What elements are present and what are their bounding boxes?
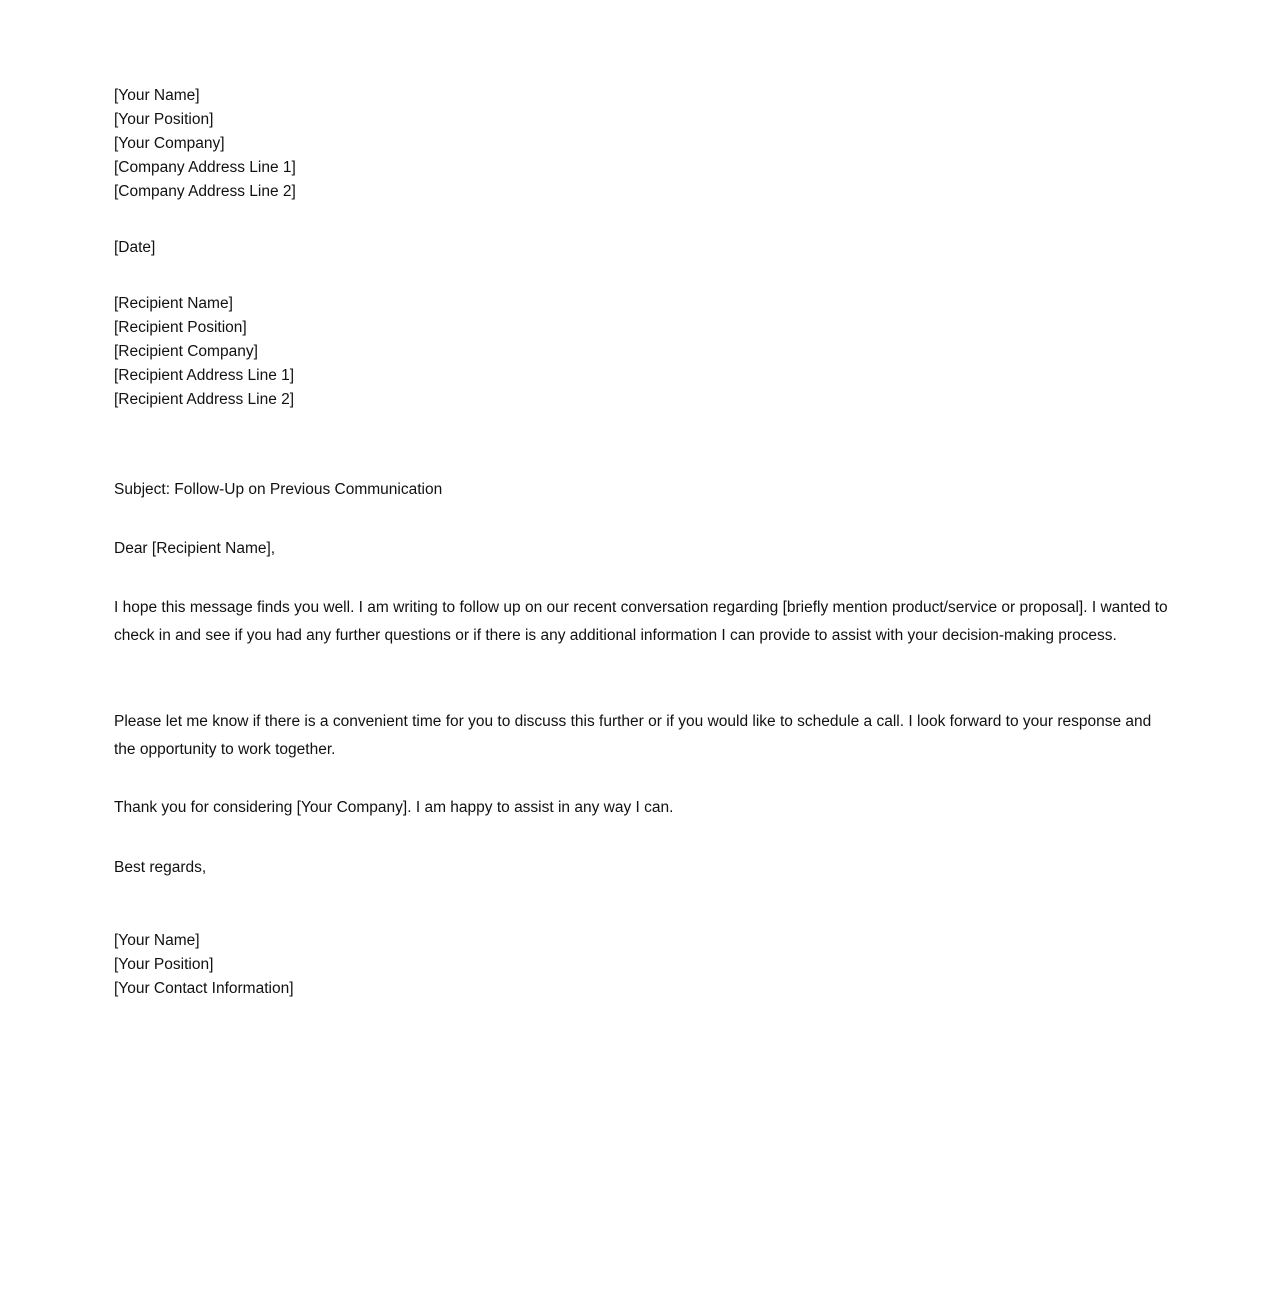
subject-block bbox=[114, 478, 1174, 502]
recipient-address-block bbox=[114, 292, 1174, 412]
body-paragraph-1 bbox=[114, 594, 1174, 649]
recipient-name: [Recipient Name] bbox=[114, 295, 233, 312]
sender-address-block bbox=[114, 84, 1174, 204]
sender-company: [Your Company] bbox=[114, 135, 225, 152]
signature-name: [Your Name] bbox=[114, 932, 200, 949]
paragraph-text: Thank you for considering [Your Company]. I am happy to assist in any way I can. bbox=[114, 799, 674, 816]
sender-position: [Your Position] bbox=[114, 111, 214, 128]
body-paragraph-2 bbox=[114, 708, 1174, 763]
recipient-address-line-1: [Recipient Address Line 1] bbox=[114, 367, 295, 384]
paragraph-text: I hope this message finds you well. I am writing to follow up on our recent conversation regarding [briefly mention product/service or proposal]. I wanted to check in and see if you had any further questions or if there is any additional information I can provide to assist with your decision-making process. bbox=[114, 599, 1168, 644]
signature-contact: [Your Contact Information] bbox=[114, 980, 294, 997]
closing-block bbox=[114, 856, 1174, 880]
paragraph-text: Please let me know if there is a convenient time for you to discuss this further or if you would like to schedule a call. I look forward to your response and the opportunity to work together. bbox=[114, 713, 1152, 758]
sender-address-line-2: [Company Address Line 2] bbox=[114, 183, 296, 200]
recipient-position: [Recipient Position] bbox=[114, 319, 247, 336]
subject-line: Subject: Follow-Up on Previous Communication bbox=[114, 481, 443, 498]
signature-position: [Your Position] bbox=[114, 956, 214, 973]
sender-address-line-1: [Company Address Line 1] bbox=[114, 159, 296, 176]
sender-name: [Your Name] bbox=[114, 87, 200, 104]
salutation-block bbox=[114, 537, 1174, 561]
letter-date: [Date] bbox=[114, 239, 156, 256]
recipient-address-line-2: [Recipient Address Line 2] bbox=[114, 391, 295, 408]
body-paragraph-3 bbox=[114, 794, 1174, 822]
salutation: Dear [Recipient Name], bbox=[114, 540, 276, 557]
date-block bbox=[114, 236, 1174, 260]
closing: Best regards, bbox=[114, 859, 207, 876]
signature-block bbox=[114, 929, 1174, 1001]
recipient-company: [Recipient Company] bbox=[114, 343, 258, 360]
